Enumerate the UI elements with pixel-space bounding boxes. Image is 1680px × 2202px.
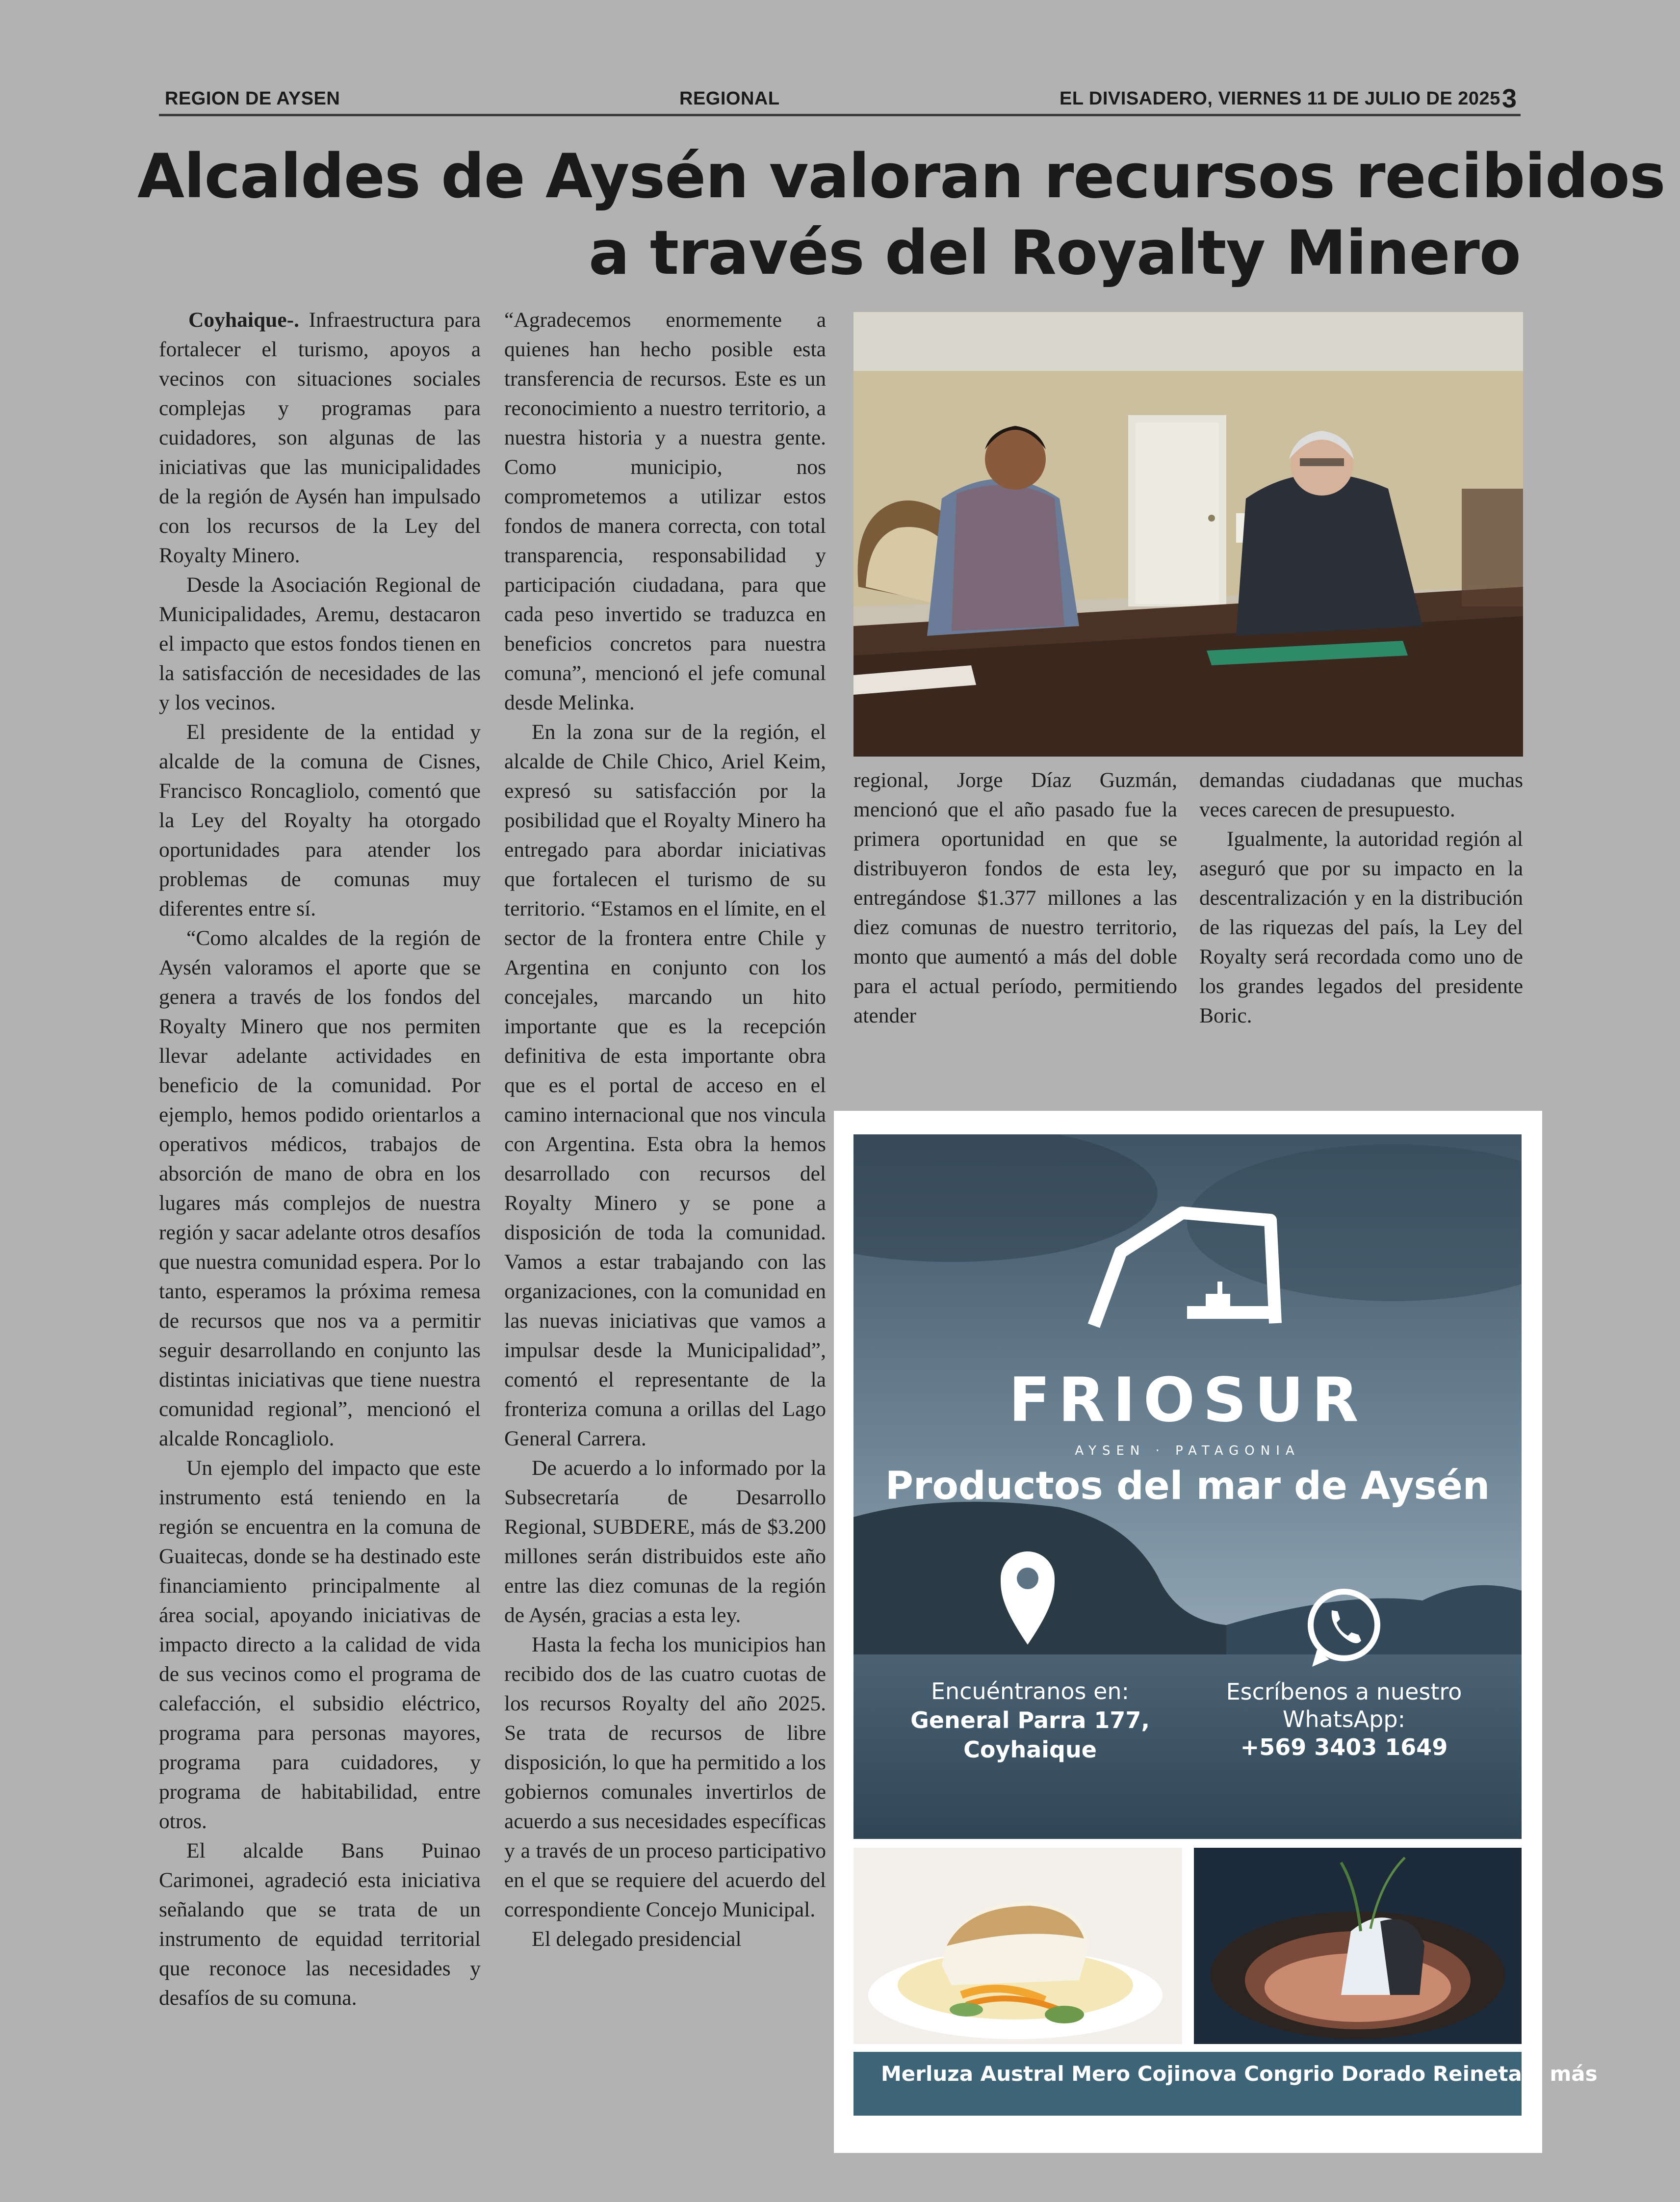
headline-line-2: a través del Royalty Minero bbox=[589, 218, 1521, 288]
paragraph: Coyhaique-. Infraestructura para fortalecer el turismo, apoyos a vecinos con situaciones sociales complejas y programas para cuidadores, son algunas de las iniciativas que las municipalidades de la región de Aysén han impulsado con los recursos de la Ley del Royalty Minero. bbox=[159, 308, 481, 567]
section-label: REGION DE AYSEN bbox=[165, 88, 340, 109]
ad-location-label: Encuéntranos en: bbox=[930, 1678, 1130, 1704]
page-number: 3 bbox=[1502, 84, 1517, 113]
photo-illustration bbox=[853, 312, 1523, 757]
paragraph: El alcalde Bans Puinao Carimonei, agradeció esta iniciativa señalando que se trata de un instrumento de equidad territorial que reconoce las necesidades y desafíos de su comuna. bbox=[159, 1839, 481, 2010]
paragraph: Hasta la fecha los municipios han recibido dos de las cuatro cuotas de los recursos Royalty del año 2025. Se trata de recursos de libre disposición, lo que ha permitido a los gobiernos comunales invertirlos de acuerdo a sus necesidades específicas y a través de un proceso participativo en el que se requiere del acuerdo del correspondiente Concejo Municipal. bbox=[504, 1633, 826, 1921]
article-column-3 bbox=[853, 765, 1177, 1030]
paragraph: Desde la Asociación Regional de Municipalidades, Aremu, destacaron el impacto que estos fondos tienen en la satisfacción de necesidades de las y los vecinos. bbox=[159, 573, 481, 714]
ad-location-value: General Parra 177, Coyhaique bbox=[910, 1707, 1150, 1763]
paragraph: regional, Jorge Díaz Guzmán, mencionó que el año pasado fue la primera oportunidad en que se distribuyeron fondos de esta ley, entregándose $1.377 millones a las diez comunas de nuestro territorio, monto que aumentó a más del doble para el actual período, permitiendo atender bbox=[853, 768, 1177, 1027]
paragraph: De acuerdo a lo informado por la Subsecretaría de Desarrollo Regional, SUBDERE, más de $3.200 millones serán distribuidos este año entre las diez comunas de la región de Aysén, gracias a esta ley. bbox=[504, 1456, 826, 1627]
article-column-2 bbox=[504, 305, 826, 1954]
paragraph: Un ejemplo del impacto que este instrumento está teniendo en la región se encuentra en la comuna de Guaitecas, donde se ha destinado este financiamiento principalmente al área social, apoyando iniciativas de impacto directo a la calidad de vida de sus vecinos como el programa de calefacción, el subsidio eléctrico, programa para personas mayores, programa para cuidadores, y programa de habitabilidad, entre otros. bbox=[159, 1456, 481, 1833]
paragraph: demandas ciudadanas que muchas veces carecen de presupuesto. bbox=[1199, 768, 1523, 821]
headline-line-1: Alcaldes de Aysén valoran recursos recibidos bbox=[137, 141, 1665, 212]
header-rule bbox=[159, 114, 1521, 116]
headline bbox=[137, 138, 1665, 291]
article-column-1 bbox=[159, 305, 481, 2013]
article-column-4 bbox=[1199, 765, 1523, 1030]
advertisement bbox=[834, 1111, 1598, 2153]
dateline-lead: Coyhaique-. bbox=[188, 308, 299, 332]
ad-whatsapp-value: +569 3403 1649 bbox=[1240, 1734, 1448, 1760]
ad-brand-sub: AYSEN · PATAGONIA bbox=[1075, 1443, 1300, 1458]
ad-products-strip bbox=[853, 2052, 1598, 2116]
dateline: EL DIVISADERO, VIERNES 11 DE JULIO DE 2025 bbox=[1060, 88, 1500, 109]
paragraph: Igualmente, la autoridad región al aseguró que por su impacto en la descentralización y en la distribución de las riquezas del país, la Ley del Royalty será recordada como uno de los grandes legados del presidente Boric. bbox=[1199, 827, 1523, 1027]
article-photo bbox=[853, 312, 1523, 757]
ad-brand: FRIOSUR bbox=[1008, 1365, 1367, 1436]
ad-background bbox=[853, 1134, 1522, 1839]
ad-food-photo-2 bbox=[1194, 1848, 1522, 2044]
fish-dish-image bbox=[853, 1848, 1182, 2044]
ad-slogan: Productos del mar de Aysén bbox=[885, 1464, 1490, 1508]
ad-food-photo-1 bbox=[853, 1848, 1182, 2044]
fish-dish-image bbox=[1194, 1848, 1522, 2044]
ad-whatsapp-label: Escríbenos a nuestro WhatsApp: bbox=[1226, 1678, 1462, 1732]
paragraph: “Agradecemos enormemente a quienes han hecho posible esta transferencia de recursos. Este es un reconocimiento a nuestro territorio, a nuestra historia y a nuestra gente. Como municipio, nos comprometemos a utilizar estos fondos de manera correcta, con total transparencia, responsabilidad y participación ciudadana, para que cada peso invertido se traduzca en beneficios concretos para nuestra comuna”, mencionó el jefe comunal desde Melinka. bbox=[504, 308, 826, 714]
paragraph: “Como alcaldes de la región de Aysén valoramos el aporte que se genera a través de los fondos del Royalty Minero que nos permiten llevar adelante actividades en beneficio de la comunidad. Por ejemplo, hemos podido orientarlos a operativos médicos, trabajos de absorción de mano de obra en los lugares más complejos de nuestra región y sacar adelante otros desafíos que nuestra comunidad espera. Por lo tanto, esperamos la próxima remesa de recursos que nos va a permitir seguir desarrollando en conjunto las distintas iniciativas que tiene nuestra comunidad regional”, mencionó el alcalde Roncagliolo. bbox=[159, 926, 481, 1450]
paragraph: En la zona sur de la región, el alcalde de Chile Chico, Ariel Keim, expresó su satisfacción por la posibilidad que el Royalty Minero ha entregado para abordar iniciativas que fortalecen el turismo de su territorio. “Estamos en el límite, en el sector de la frontera entre Chile y Argentina en conjunto con los concejales, marcando un hito importante que es la recepción definitiva de esta importante obra que es el portal de acceso en el camino internacional que nos vincula con Argentina. Esta obra la hemos desarrollado con recursos del Royalty Minero y se pone a disposición de toda la comunidad. Vamos a estar trabajando con las organizaciones, con la comunidad en las nuevas iniciativas que vamos a impulsar desde la Municipalidad”, comentó el representante de la fronteriza comuna a orillas del Lago General Carrera. bbox=[504, 720, 826, 1450]
section-category: REGIONAL bbox=[679, 88, 780, 109]
ad-products: Merluza Austral Mero Cojinova Congrio Dorado Reineta y más bbox=[881, 2062, 1598, 2086]
paragraph: El presidente de la entidad y alcalde de la comuna de Cisnes, Francisco Roncagliolo, comentó que la Ley del Royalty ha otorgado oportunidades para atender los problemas de comunas muy diferentes entre sí. bbox=[159, 720, 481, 920]
paragraph: El delegado presidencial bbox=[532, 1927, 742, 1951]
